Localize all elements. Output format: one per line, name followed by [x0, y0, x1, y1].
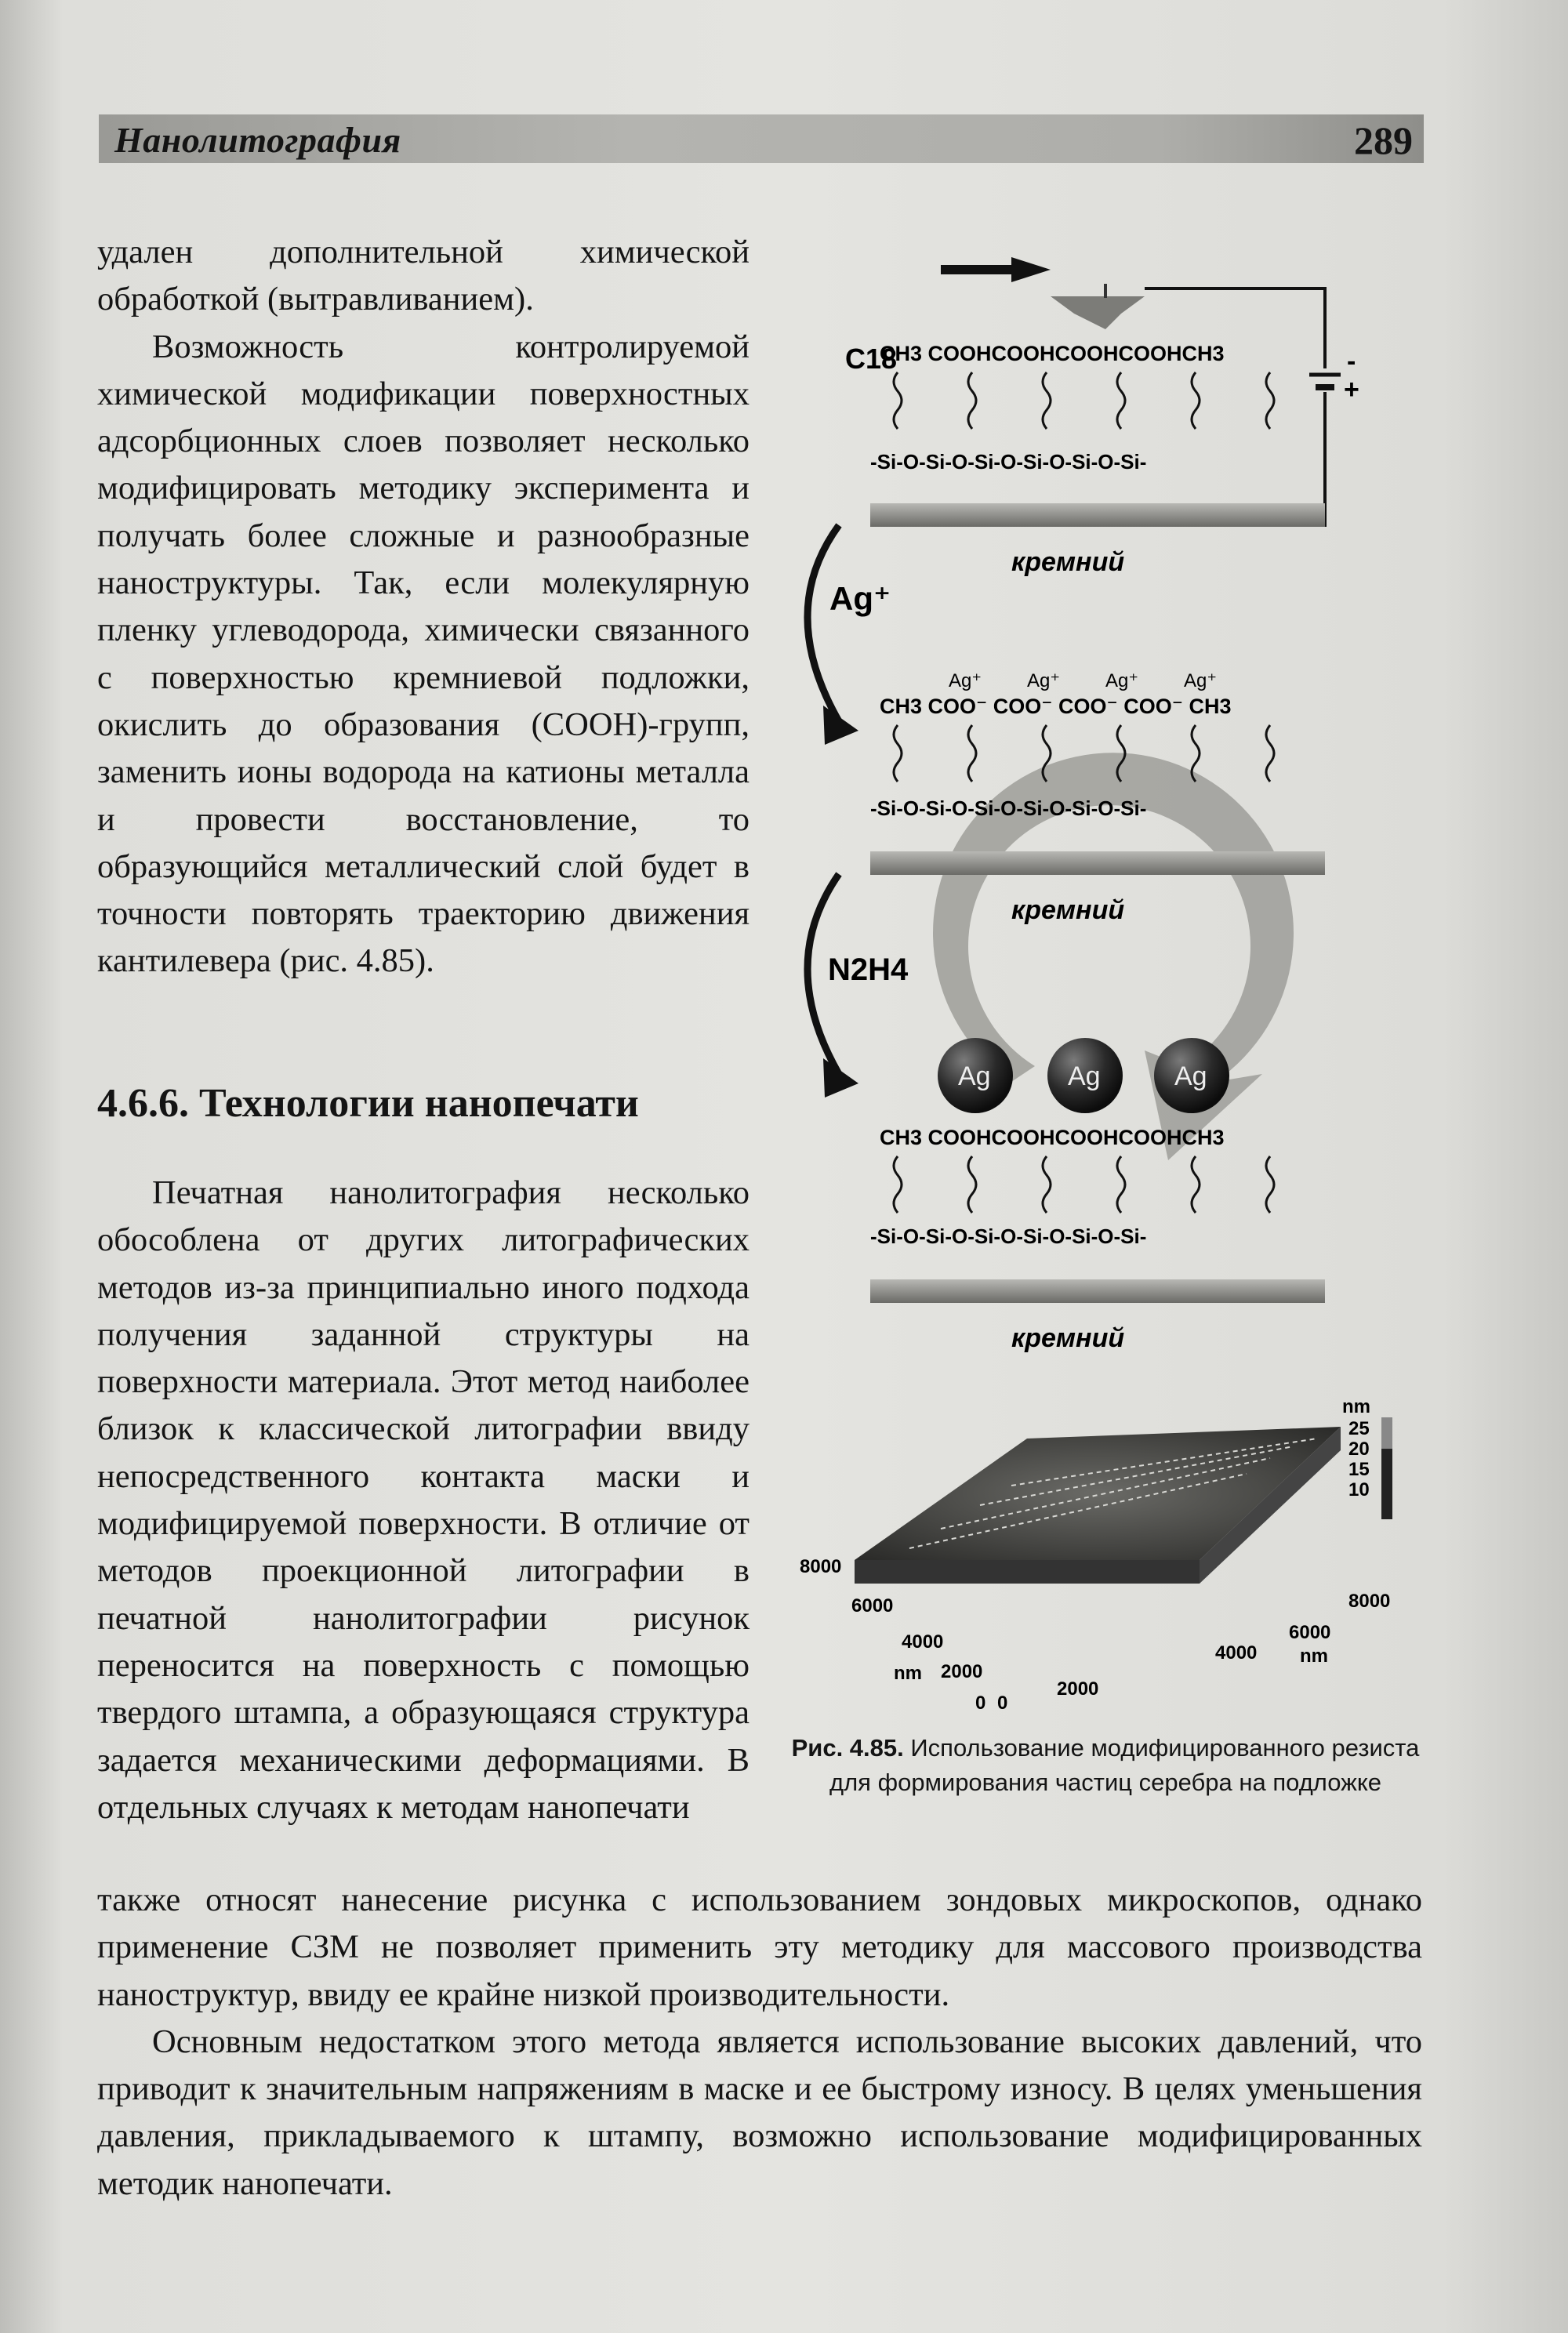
- step2-reagent: N2H4: [828, 952, 909, 987]
- running-title: Нанолитография: [114, 120, 401, 160]
- figure-4-85: [776, 235, 1435, 1740]
- afm-3d-surface: [855, 1427, 1341, 1584]
- process-arrow-1: [808, 525, 839, 721]
- scale-unit: nm: [1342, 1396, 1370, 1417]
- figure-caption: [772, 1731, 1439, 1800]
- right-tick-2000: 2000: [1057, 1678, 1099, 1700]
- siloxane-1: -Si-O-Si-O-Si-O-Si-O-Si-O-Si-: [870, 450, 1147, 473]
- substrate-label-1: кремний: [1011, 547, 1125, 577]
- left-tick-8000: 8000: [800, 1556, 842, 1577]
- particle-label-1: Ag: [958, 1061, 991, 1091]
- ion-label-3: Ag⁺: [1105, 670, 1139, 691]
- chain-label-c18: C18: [845, 343, 898, 375]
- substrate-label-3: кремний: [1011, 1323, 1125, 1353]
- left-column-bottom: [97, 1170, 750, 1831]
- right-tick-6000: 6000: [1289, 1622, 1331, 1643]
- section-heading: 4.6.6. Технологии нанопечати: [97, 1081, 639, 1126]
- right-tick-4000: 4000: [1215, 1642, 1258, 1664]
- caption-label: Рис. 4.85.: [791, 1734, 904, 1762]
- scale-tick-20: 20: [1348, 1439, 1370, 1460]
- ion-groups: CH3 COO⁻ COO⁻ COO⁻ COO⁻ CH3: [880, 695, 1232, 718]
- left-tick-2000: 2000: [941, 1661, 983, 1682]
- siloxane-2: -Si-O-Si-O-Si-O-Si-O-Si-O-Si-: [870, 796, 1147, 820]
- ion-label-1: Ag⁺: [949, 670, 982, 691]
- step1-reagent: Ag⁺: [829, 580, 891, 617]
- continuation-paragraph: удален дополнительной химической обработкой (вытравливанием).: [97, 234, 750, 318]
- scale-tick-15: 15: [1348, 1459, 1370, 1480]
- paragraph-3: Основным недостатком этого метода является использование высоких давлений, что приводит к значительным напряжениям в маске и ее быстрому износу. В целях уменьшения давления, прикладываемого к штампу, возможно использование модифицированных методик нанопечати.: [97, 2023, 1422, 2202]
- scale-tick-10: 10: [1348, 1479, 1370, 1500]
- siloxane-3: -Si-O-Si-O-Si-O-Si-O-Si-O-Si-: [870, 1225, 1147, 1248]
- right-tick-8000: 8000: [1348, 1591, 1391, 1612]
- left-tick-4000: 4000: [902, 1631, 944, 1653]
- cantilever-icon: [941, 257, 1359, 525]
- scale-tick-25: 25: [1348, 1418, 1370, 1439]
- particle-label-2: Ag: [1068, 1061, 1101, 1091]
- particle-label-3: Ag: [1174, 1061, 1207, 1091]
- paragraph-2-end: также относят нанесение рисунка с использованием зондовых микроскопов, однако применение СЗМ не позволяет применить эту методику для массового производства наноструктур, ввиду ее крайне низкой производительности.: [97, 1881, 1422, 2013]
- alkyl-chains-1: [894, 372, 1274, 429]
- page-number: 289: [1354, 118, 1413, 162]
- left-column-top: [97, 229, 750, 985]
- paragraph-2: Печатная нанолитография несколько обособлена от других литографических методов из-за принципиально иного подхода получения заданной структуры на поверхности материала. Этот метод наиболее близок к классической литографии ввиду непосредственного контакта маски и модифицируемой поверхности. В отличие от методов проекционной литографии в печатной нанолитографии рисунок переносится на поверхность с помощью твердого штампа, а образующаяся структура задается механическими деформациями. В отдельных случаях к методам нанопечати: [97, 1174, 750, 1826]
- substrate-label-2: кремний: [1011, 895, 1125, 925]
- substrate-3: [870, 1279, 1325, 1303]
- alkyl-chains-3: [894, 1156, 1274, 1213]
- left-tick-0: 0: [975, 1693, 986, 1714]
- left-axis-unit: nm: [894, 1663, 922, 1684]
- height-scale-bar: [1381, 1417, 1392, 1519]
- substrate-2: [870, 851, 1325, 875]
- left-tick-6000: 6000: [851, 1595, 894, 1616]
- fullwidth-text: [97, 1877, 1422, 2208]
- running-header: [99, 114, 1424, 163]
- substrate-1: [870, 503, 1325, 527]
- battery-minus: -: [1347, 347, 1356, 376]
- paragraph-1: Возможность контролируемой химической модификации поверхностных адсорбционных слоев позволяет несколько модифицировать методику эксперимента и получать более сложные и разнообразные наноструктуры. Так, если молекулярную пленку углеводорода, химически связанного с поверхностью кремниевой подложки, окислить до образования (COOH)-групп, заменить ионы водорода на катионы металла и провести восстановление, то образующийся металлический слой будет в точности повторять траекторию движения кантилевера (рис. 4.85).: [97, 328, 750, 980]
- ion-label-2: Ag⁺: [1027, 670, 1061, 691]
- battery-plus: +: [1344, 375, 1359, 405]
- right-axis-unit: nm: [1300, 1645, 1328, 1667]
- ion-label-4: Ag⁺: [1184, 670, 1218, 691]
- top-groups-1: CH3 COOHCOOHCOOHCOOHCH3: [880, 342, 1225, 365]
- top-groups-3: CH3 COOHCOOHCOOHCOOHCH3: [880, 1126, 1225, 1149]
- caption-text: Использование модифицированного резиста для формирования частиц серебра на подложке: [829, 1734, 1420, 1796]
- right-tick-0: 0: [997, 1693, 1008, 1714]
